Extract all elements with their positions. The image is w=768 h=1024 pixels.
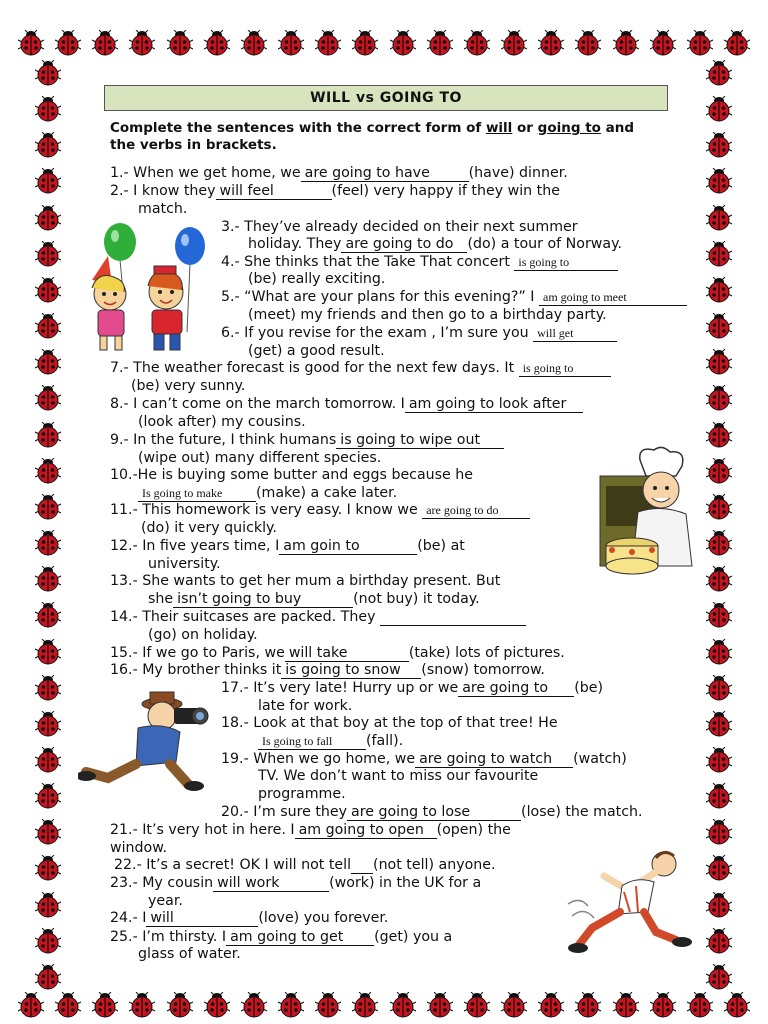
answer-1[interactable]: are going to have	[301, 166, 469, 182]
answer-19[interactable]: are going to watch	[415, 752, 573, 768]
ladybug-icon	[18, 30, 44, 60]
sentence-6	[221, 325, 617, 342]
ladybug-icon	[35, 494, 65, 520]
ladybug-icon	[390, 30, 416, 60]
sentence-text: (make) a cake later.	[256, 485, 398, 501]
sentence-text: 21.- It’s very hot in here. I	[110, 822, 295, 838]
ladybug-icon	[538, 30, 564, 60]
ladybug-icon	[35, 349, 65, 375]
sentence-9-cont: (wipe out) many different species.	[138, 450, 382, 466]
instructions-and: and	[600, 120, 635, 136]
ladybug-icon	[706, 711, 736, 737]
answer-20[interactable]: are going to lose	[347, 805, 521, 821]
sentence-text: 11.- This homework is very easy. I know we	[110, 502, 418, 518]
answer-8[interactable]: am going to look after	[405, 397, 583, 413]
answer-16[interactable]: is going to snow	[281, 663, 421, 679]
ladybug-icon	[706, 422, 736, 448]
ladybug-icon	[706, 747, 736, 773]
ladybug-icon	[687, 30, 713, 60]
ladybug-icon	[55, 992, 81, 1022]
instructions-line2: the verbs in brackets.	[110, 137, 277, 153]
sentence-text: 22.- It’s a secret! OK I will not tell	[114, 857, 352, 873]
ladybug-icon	[706, 277, 736, 303]
ladybug-icon	[92, 992, 118, 1022]
ladybug-border-top	[18, 30, 750, 60]
ladybug-icon	[35, 205, 65, 231]
ladybug-icon	[129, 992, 155, 1022]
ladybug-icon	[706, 60, 736, 86]
sentence-text: (open) the	[436, 822, 511, 838]
sentence-text: (love) you forever.	[258, 910, 389, 926]
answer-15[interactable]: will take	[285, 646, 409, 662]
ladybug-icon	[35, 747, 65, 773]
sentence-text: (have) dinner.	[468, 165, 568, 181]
sentence-6-cont: (get) a good result.	[248, 343, 385, 359]
answer-9[interactable]: is going to wipe out	[336, 433, 504, 449]
ladybug-icon	[650, 992, 676, 1022]
ladybug-icon	[315, 992, 341, 1022]
ladybug-icon	[35, 132, 65, 158]
ladybug-icon	[92, 30, 118, 60]
sentence-text: 25.- I’m thirsty. I	[110, 929, 227, 945]
sentence-14	[110, 609, 526, 626]
ladybug-icon	[35, 241, 65, 267]
ladybug-icon	[575, 992, 601, 1022]
ladybug-icon	[538, 992, 564, 1022]
sentence-text: she	[148, 591, 174, 607]
sentence-9	[110, 432, 504, 449]
ladybug-icon	[706, 964, 736, 990]
ladybug-icon	[706, 639, 736, 665]
sentence-text: 23.- My cousin	[110, 875, 214, 891]
ladybug-icon	[706, 892, 736, 918]
ladybug-icon	[706, 349, 736, 375]
sentence-17	[221, 680, 603, 697]
answer-21[interactable]: am going to open	[295, 823, 437, 839]
sentence-17-cont: late for work.	[258, 698, 353, 714]
sentence-16	[110, 662, 545, 679]
sentence-22	[114, 857, 496, 874]
photographer-illustration	[78, 688, 212, 792]
sentence-text: 5.- “What are your plans for this evening?” I	[221, 289, 535, 305]
sentence-text: (lose) the match.	[521, 804, 643, 820]
sentence-4-cont: (be) really exciting.	[248, 271, 386, 287]
sentence-text: 14.- Their suitcases are packed. They	[110, 609, 376, 625]
sentence-text: (be)	[574, 680, 603, 696]
sentence-text: (work) in the UK for a	[329, 875, 482, 891]
ladybug-icon	[35, 711, 65, 737]
sentence-10: 10.-He is buying some butter and eggs because he	[110, 467, 474, 483]
ladybug-icon	[278, 992, 304, 1022]
ladybug-icon	[278, 30, 304, 60]
sentence-13-cont	[148, 591, 480, 608]
sentence-2	[110, 183, 560, 200]
sentence-text: 7.- The weather forecast is good for the next few days. It	[110, 360, 515, 376]
sentence-text: (be) at	[417, 538, 465, 554]
sentence-25-cont: glass of water.	[138, 946, 241, 962]
ladybug-icon	[35, 566, 65, 592]
sentence-text: 1.- When we get home, we	[110, 165, 301, 181]
ladybug-icon	[706, 205, 736, 231]
sentence-18: 18.- Look at that boy at the top of that tree! He	[221, 715, 558, 731]
ladybug-icon	[35, 530, 65, 556]
ladybug-icon	[575, 30, 601, 60]
sentence-text: 16.- My brother thinks it	[110, 662, 282, 678]
answer-13[interactable]: isn’t going to buy	[173, 592, 353, 608]
ladybug-icon	[687, 992, 713, 1022]
answer-23[interactable]: will work	[213, 876, 329, 892]
ladybug-icon	[352, 30, 378, 60]
sentence-15	[110, 645, 565, 662]
sentence-21-cont: window.	[110, 840, 168, 856]
sentence-text: 6.- If you revise for the exam , I’m sure you	[221, 325, 529, 341]
ladybug-icon	[35, 783, 65, 809]
answer-14-blank[interactable]	[380, 611, 526, 626]
running-man-illustration	[564, 846, 698, 956]
sentence-20	[221, 804, 643, 821]
ladybug-icon	[35, 96, 65, 122]
instructions	[110, 120, 670, 154]
ladybug-icon	[35, 458, 65, 484]
ladybug-icon	[706, 132, 736, 158]
sentence-1	[110, 165, 568, 182]
answer-7[interactable]: is going to	[519, 361, 611, 377]
instructions-will: will	[485, 120, 513, 136]
answer-17[interactable]: are going to	[458, 681, 574, 697]
sentence-text: 2.- I know they	[110, 183, 216, 199]
ladybug-icon	[18, 992, 44, 1022]
ladybug-icon	[35, 422, 65, 448]
sentence-19-cont2: programme.	[258, 786, 346, 802]
sentence-5-cont: (meet) my friends and then go to a birthday party.	[248, 307, 607, 323]
ladybug-icon	[706, 241, 736, 267]
sentence-text: 4.- She thinks that the Take That concert	[221, 254, 510, 270]
ladybug-icon	[35, 313, 65, 339]
ladybug-icon	[241, 30, 267, 60]
ladybug-icon	[167, 30, 193, 60]
sentence-14-cont: (go) on holiday.	[148, 627, 258, 643]
ladybug-icon	[35, 964, 65, 990]
ladybug-icon	[706, 566, 736, 592]
worksheet-title: WILL vs GOING TO	[104, 85, 668, 111]
answer-10[interactable]: Is going to make	[138, 486, 256, 502]
ladybug-icon	[464, 30, 490, 60]
ladybug-icon	[724, 30, 750, 60]
ladybug-icon	[35, 639, 65, 665]
ladybug-icon	[613, 992, 639, 1022]
answer-22-blank[interactable]	[351, 859, 373, 874]
sentence-12-cont: university.	[148, 556, 221, 572]
ladybug-icon	[35, 602, 65, 628]
ladybug-icon	[706, 928, 736, 954]
sentence-19-cont: TV. We don’t want to miss our favourite	[258, 768, 539, 784]
sentence-8-cont: (look after) my cousins.	[138, 414, 306, 430]
ladybug-border-left	[35, 60, 65, 990]
answer-3[interactable]: are going to do	[341, 237, 467, 253]
sentence-18-cont	[258, 733, 403, 750]
ladybug-icon	[35, 892, 65, 918]
answer-12[interactable]: am goin to	[279, 539, 417, 555]
sentence-7	[110, 360, 611, 377]
sentence-12	[110, 538, 465, 555]
ladybug-icon	[35, 277, 65, 303]
answer-24[interactable]: will	[146, 911, 258, 927]
instructions-going-to: going to	[537, 120, 601, 136]
answer-6[interactable]: will get	[533, 326, 617, 342]
ladybug-icon	[35, 60, 65, 86]
sentence-text: 15.- If we go to Paris, we	[110, 645, 285, 661]
ladybug-icon	[35, 819, 65, 845]
sentence-text: (not buy) it today.	[353, 591, 480, 607]
ladybug-icon	[55, 30, 81, 60]
ladybug-icon	[613, 30, 639, 60]
ladybug-icon	[35, 385, 65, 411]
ladybug-icon	[706, 494, 736, 520]
ladybug-icon	[352, 992, 378, 1022]
ladybug-icon	[706, 855, 736, 881]
chef-with-cake-illustration	[596, 446, 706, 582]
ladybug-icon	[241, 992, 267, 1022]
ladybug-icon	[35, 675, 65, 701]
ladybug-icon	[35, 928, 65, 954]
sentence-text: 17.- It’s very late! Hurry up or we	[221, 680, 459, 696]
sentence-text: (not tell) anyone.	[373, 857, 496, 873]
instructions-text: Complete the sentences with the correct form of	[110, 120, 486, 136]
answer-18[interactable]: Is going to fall	[258, 734, 366, 750]
ladybug-icon	[390, 992, 416, 1022]
sentence-text: 9.- In the future, I think humans	[110, 432, 337, 448]
sentence-text: (get) you a	[374, 929, 453, 945]
sentence-23	[110, 875, 481, 892]
sentence-text: (fall).	[366, 733, 404, 749]
answer-2[interactable]: will feel	[216, 184, 332, 200]
ladybug-icon	[129, 30, 155, 60]
sentence-text: 20.- I’m sure they	[221, 804, 348, 820]
ladybug-icon	[706, 602, 736, 628]
sentence-text: 24.- I	[110, 910, 147, 926]
sentence-text: (take) lots of pictures.	[408, 645, 565, 661]
instructions-or: or	[512, 120, 538, 136]
ladybug-icon	[464, 992, 490, 1022]
sentence-11-cont: (do) it very quickly.	[141, 520, 277, 536]
ladybug-border-right	[706, 60, 736, 990]
answer-5[interactable]: am going to meet	[539, 290, 687, 306]
ladybug-icon	[706, 819, 736, 845]
ladybug-icon	[204, 30, 230, 60]
ladybug-icon	[706, 783, 736, 809]
ladybug-icon	[706, 675, 736, 701]
ladybug-icon	[706, 96, 736, 122]
children-with-balloons-illustration	[82, 222, 212, 356]
sentence-4	[221, 254, 618, 271]
sentence-21	[110, 822, 511, 839]
ladybug-icon	[315, 30, 341, 60]
answer-4[interactable]: is going to	[514, 255, 618, 271]
ladybug-icon	[35, 855, 65, 881]
ladybug-icon	[724, 992, 750, 1022]
ladybug-icon	[167, 992, 193, 1022]
sentence-2-cont: match.	[138, 201, 188, 217]
ladybug-icon	[501, 992, 527, 1022]
sentence-text: (watch)	[573, 751, 627, 767]
answer-11[interactable]: are going to do	[422, 503, 530, 519]
sentence-text: 19.- When we go home, we	[221, 751, 416, 767]
sentence-10-cont	[138, 485, 397, 502]
sentence-text: (snow) tomorrow.	[421, 662, 545, 678]
sentence-25	[110, 929, 452, 946]
sentence-text: holiday. They	[248, 236, 342, 252]
ladybug-icon	[706, 168, 736, 194]
ladybug-icon	[35, 168, 65, 194]
sentence-7-cont: (be) very sunny.	[131, 378, 246, 394]
ladybug-icon	[650, 30, 676, 60]
ladybug-icon	[706, 530, 736, 556]
sentence-11	[110, 502, 530, 519]
ladybug-icon	[427, 30, 453, 60]
sentence-23-cont: year.	[148, 893, 183, 909]
sentence-5	[221, 289, 687, 306]
sentence-13: 13.- She wants to get her mum a birthday present. But	[110, 573, 501, 589]
sentence-3: 3.- They’ve already decided on their next summer	[221, 219, 578, 235]
answer-25[interactable]: am going to get	[226, 930, 374, 946]
sentence-text: (do) a tour of Norway.	[467, 236, 622, 252]
sentence-19	[221, 751, 627, 768]
ladybug-icon	[706, 385, 736, 411]
sentence-text: 8.- I can’t come on the march tomorrow. I	[110, 396, 405, 412]
ladybug-icon	[706, 458, 736, 484]
ladybug-border-bottom	[18, 992, 750, 1022]
sentence-3-cont	[248, 236, 622, 253]
sentence-24	[110, 910, 388, 927]
sentence-text: (feel) very happy if they win the	[331, 183, 560, 199]
ladybug-icon	[427, 992, 453, 1022]
ladybug-icon	[706, 313, 736, 339]
ladybug-icon	[204, 992, 230, 1022]
ladybug-icon	[501, 30, 527, 60]
sentence-text: 12.- In five years time, I	[110, 538, 280, 554]
sentence-8	[110, 396, 583, 413]
